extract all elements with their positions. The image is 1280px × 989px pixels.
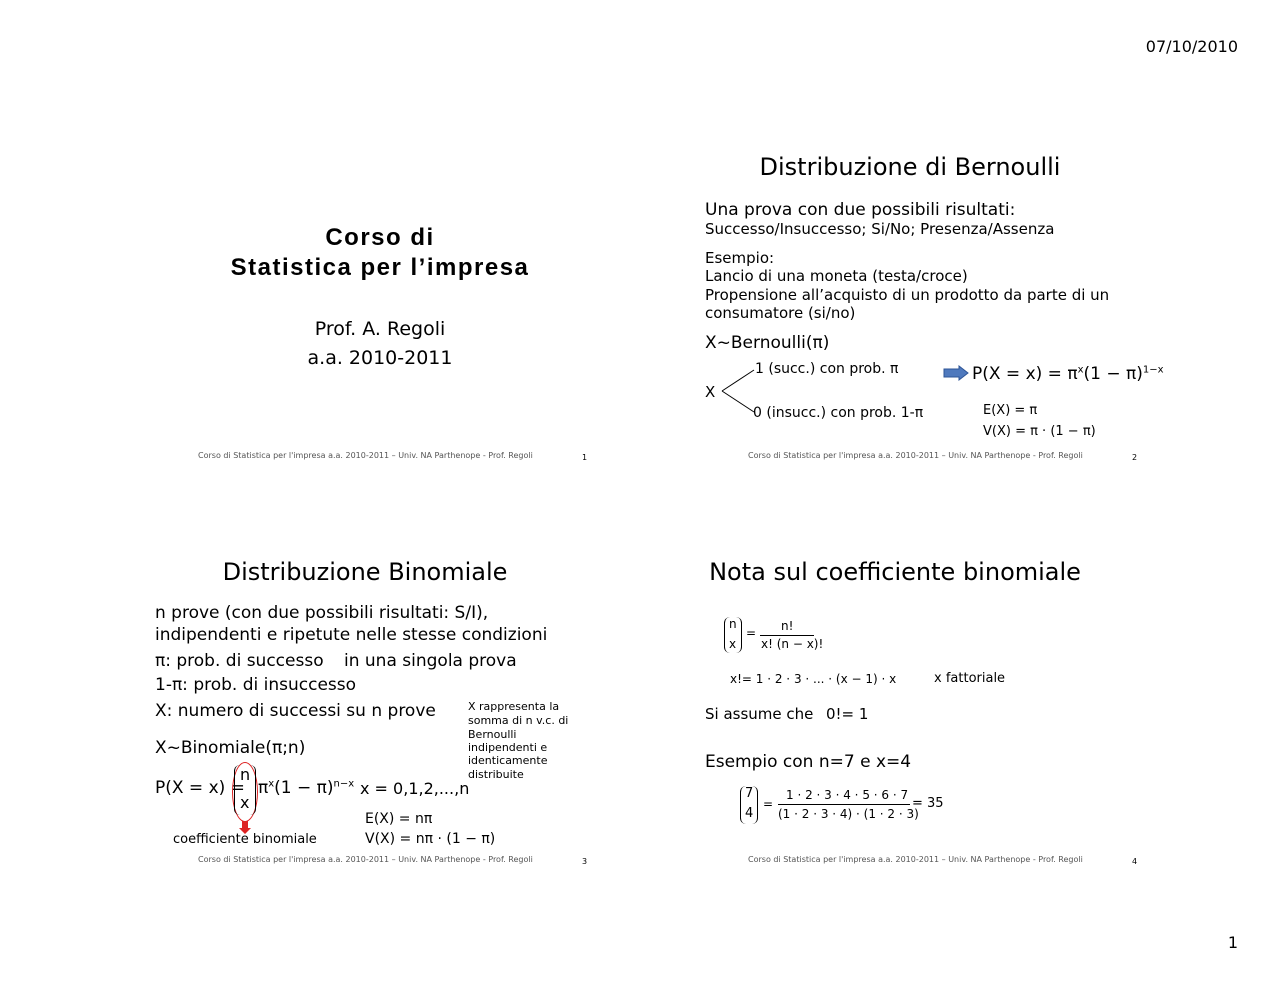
slide-4-ex-result: = 35: [912, 796, 944, 811]
slide-2-pmf: [972, 364, 1164, 384]
slide-2-footer: Corso di Statistica per l'impresa a.a. 2010-2011 – Univ. NA Parthenope - Prof. Regoli: [748, 451, 1083, 460]
slide-2-example3: consumatore (si/no): [705, 304, 856, 322]
slide-2-example-label: Esempio:: [705, 249, 775, 267]
slide-2-title: Distribuzione di Bernoulli: [759, 153, 1061, 181]
page-date: 07/10/2010: [1145, 37, 1238, 56]
slide-4-binom-bottom: x: [729, 637, 737, 651]
right-arrow-icon: [943, 365, 969, 381]
bernoulli-branch-lines: [720, 366, 756, 416]
slide-2: [630, 120, 1190, 460]
slide-2-number: 2: [1132, 453, 1138, 462]
slide-2-mean: E(X) = π: [983, 403, 1038, 418]
slide-2-example1: Lancio di una moneta (testa/croce): [705, 267, 968, 285]
slide-3-line2: indipendenti e ripetute nelle stesse condizioni: [155, 625, 548, 645]
slide-3-line3a: π: prob. di successo: [155, 651, 324, 671]
slide-3-line3b: in una singola prova: [344, 651, 517, 671]
slide-3-note2: somma di n v.c. di: [468, 714, 569, 727]
slide-1-number: 1: [582, 453, 588, 462]
slide-3-line5: X: numero di successi su n prove: [155, 701, 436, 721]
slide-1-title-line2: Statistica per l’impresa: [230, 254, 530, 281]
slide-1-title-line1: Corso di: [325, 224, 435, 251]
slide-2-variance: V(X) = π · (1 − π): [983, 424, 1096, 439]
slide-4-footer: Corso di Statistica per l'impresa a.a. 2010-2011 – Univ. NA Parthenope - Prof. Regoli: [748, 855, 1083, 864]
slide-3-title: Distribuzione Binomiale: [222, 558, 508, 586]
slide-4-ex-num: 1 · 2 · 3 · 4 · 5 · 6 · 7: [786, 788, 909, 802]
slide-3-pmf-mid: (1 − π): [274, 778, 334, 798]
slide-3-pmf-rhs: [258, 778, 354, 798]
slide-4-assume: Si assume che: [705, 705, 814, 723]
slide-3-number: 3: [582, 857, 588, 866]
slide-2-branch-success: 1 (succ.) con prob. π: [755, 361, 899, 377]
slide-2-pmf-exp2: 1−x: [1142, 364, 1164, 376]
slide-3-coef-label: coefficiente binomiale: [173, 832, 317, 847]
slide-3-pmf-exp2: n−x: [333, 778, 355, 790]
slide-2-example2: Propensione all’acquisto di un prodotto da parte di un: [705, 286, 1110, 304]
slide-4-binom-top: n: [729, 617, 737, 631]
slide-4-eq: =: [746, 626, 757, 640]
slide-3-dist: X~Binomiale(π;n): [155, 738, 306, 758]
slide-4: [630, 525, 1190, 865]
slide-3-note4: indipendenti e: [468, 741, 548, 754]
slide-2-pmf-exp1: x: [1077, 364, 1084, 376]
slide-4-frac-den: x! (n − x)!: [761, 637, 824, 651]
slide-4-frac-num: n!: [781, 619, 794, 633]
slide-1-author: Prof. A. Regoli: [314, 318, 446, 340]
slide-3-line1: n prove (con due possibili risultati: S/I),: [155, 603, 489, 623]
slide-2-branch-failure: 0 (insucc.) con prob. 1-π: [753, 405, 924, 421]
slide-4-title: Nota sul coefficiente binomiale: [709, 558, 1081, 586]
slide-3: [100, 525, 660, 865]
slide-2-x-label: X: [705, 383, 716, 401]
slide-3-pmf-exp1: x: [268, 778, 275, 790]
slide-2-pmf-mid: (1 − π): [1083, 364, 1143, 384]
slide-3-line4: 1-π: prob. di insuccesso: [155, 675, 357, 695]
slide-4-example: Esempio con n=7 e x=4: [705, 752, 912, 772]
slide-3-note5: identicamente: [468, 754, 548, 767]
slide-3-variance: V(X) = nπ · (1 − π): [365, 831, 496, 847]
slide-3-mean: E(X) = nπ: [365, 811, 433, 827]
slide-2-intro: Una prova con due possibili risultati:: [705, 200, 1016, 220]
slide-2-outcomes: Successo/Insuccesso; Si/No; Presenza/Assenza: [705, 220, 1055, 238]
slide-4-factorial-def: x!= 1 · 2 · 3 · ... · (x − 1) · x: [730, 672, 897, 686]
slide-3-support: x = 0,1,2,...,n: [360, 779, 470, 798]
slide-3-footer: Corso di Statistica per l'impresa a.a. 2010-2011 – Univ. NA Parthenope - Prof. Regoli: [198, 855, 533, 864]
slide-1-footer: Corso di Statistica per l'impresa a.a. 2010-2011 – Univ. NA Parthenope - Prof. Regoli: [198, 451, 533, 460]
slide-3-note6: distribuite: [468, 768, 524, 781]
slide-2-dist: X~Bernoulli(π): [705, 333, 830, 353]
slide-3-pmf-lhs: P(X = x) =: [155, 778, 245, 798]
slide-1-year: a.a. 2010-2011: [307, 347, 453, 369]
slide-1: [100, 120, 660, 460]
slide-4-ex-eq: =: [763, 797, 774, 811]
slide-4-frac-line: [760, 635, 814, 636]
slide-2-pmf-lhs: P(X = x) = π: [972, 364, 1078, 384]
slide-3-note3: Bernoulli: [468, 728, 517, 741]
slide-3-note1: X rappresenta la: [468, 700, 560, 713]
slide-4-ex-den: (1 · 2 · 3 · 4) · (1 · 2 · 3): [778, 807, 919, 821]
slide-4-zero-fact: 0!= 1: [826, 705, 869, 723]
slide-4-ex-top: 7: [745, 786, 754, 801]
page-number: 1: [1227, 933, 1238, 952]
slide-3-binom-bottom: x: [240, 793, 250, 812]
slide-3-pmf-pi: π: [258, 778, 269, 798]
slide-4-ex-bottom: 4: [745, 806, 754, 821]
slide-3-binom-top: n: [240, 765, 251, 784]
slide-4-factorial-label: x fattoriale: [934, 671, 1006, 686]
slide-4-number: 4: [1132, 857, 1138, 866]
slide-4-ex-line: [778, 804, 910, 805]
